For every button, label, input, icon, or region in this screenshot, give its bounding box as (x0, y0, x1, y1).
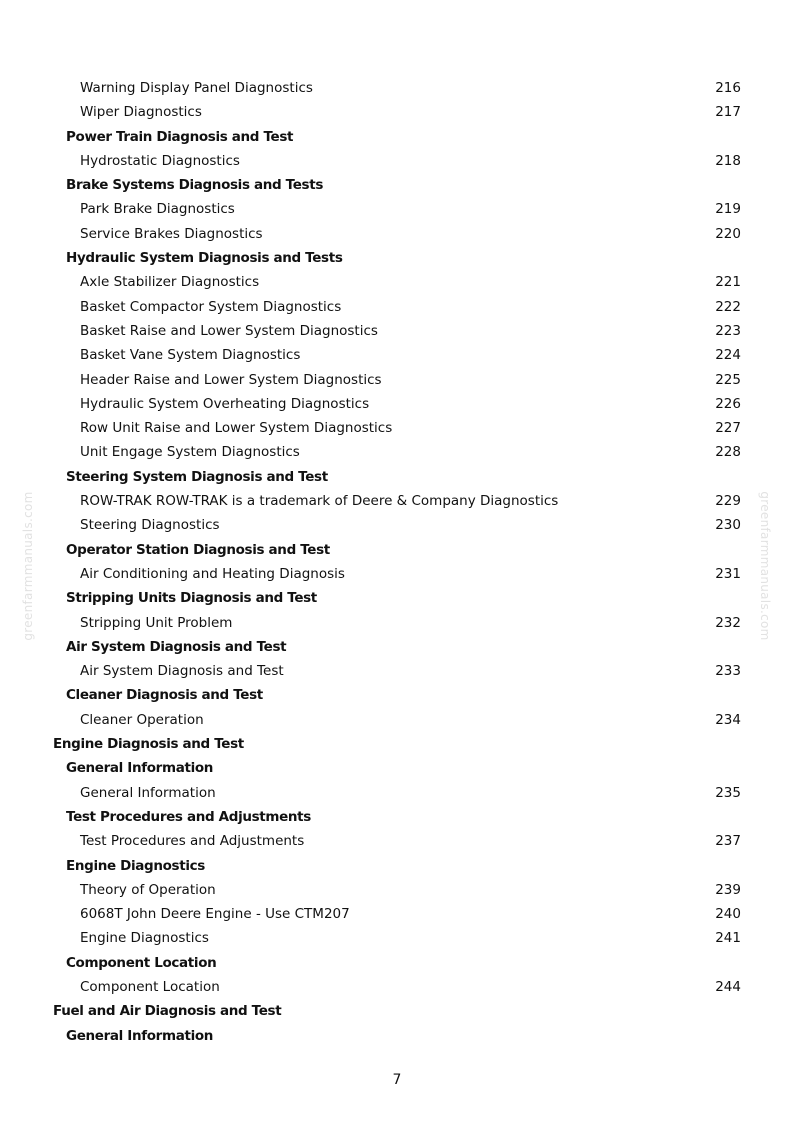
toc-entry-title: Cleaner Diagnosis and Test (66, 687, 263, 704)
toc-entry-title: Basket Vane System Diagnostics (80, 347, 301, 364)
toc-entry[interactable] (0, 513, 794, 537)
toc-entry-title: Air System Diagnosis and Test (66, 638, 287, 655)
toc-entry[interactable] (0, 805, 794, 829)
toc-entry[interactable] (0, 173, 794, 197)
toc-entry-title: Axle Stabilizer Diagnostics (80, 274, 260, 291)
toc-entry-title: Theory of Operation (80, 881, 216, 898)
toc-entry[interactable] (0, 902, 794, 926)
toc-entry[interactable] (0, 270, 794, 294)
toc-entry-title: Power Train Diagnosis and Test (66, 128, 294, 145)
toc-entry-title: Hydrostatic Diagnostics (80, 152, 240, 169)
toc-entry[interactable] (0, 756, 794, 780)
toc-entry-page: 233 (715, 663, 741, 680)
toc-entry-page: 229 (715, 493, 741, 510)
toc-entry-title: Air System Diagnosis and Test (80, 663, 284, 680)
toc-entry[interactable] (0, 392, 794, 416)
toc-entry[interactable] (0, 319, 794, 343)
toc-entry-page: 221 (715, 274, 741, 291)
toc-entry-title: Hydraulic System Overheating Diagnostics (80, 395, 370, 412)
toc-entry[interactable] (0, 76, 794, 100)
toc-entry[interactable] (0, 489, 794, 513)
toc-entry-title: Row Unit Raise and Lower System Diagnostics (80, 420, 393, 437)
toc-entry-title: Engine Diagnostics (66, 857, 205, 874)
toc-entry-page: 237 (715, 833, 741, 850)
toc-entry[interactable] (0, 343, 794, 367)
toc-entry-page: 240 (715, 906, 741, 923)
toc-entry[interactable] (0, 295, 794, 319)
toc-entry[interactable] (0, 975, 794, 999)
toc-entry-page: 219 (715, 201, 741, 218)
toc-entry-page: 223 (715, 322, 741, 339)
toc-entry[interactable] (0, 1024, 794, 1048)
toc-entry-title: Park Brake Diagnostics (80, 201, 235, 218)
toc-entry[interactable] (0, 708, 794, 732)
toc-entry-title: 6068T John Deere Engine - Use CTM207 (80, 906, 350, 923)
toc-entry-title: Steering System Diagnosis and Test (66, 468, 328, 485)
toc-entry-title: Brake Systems Diagnosis and Tests (66, 177, 324, 194)
toc-entry-title: Test Procedures and Adjustments (80, 833, 305, 850)
toc-entry-page: 227 (715, 420, 741, 437)
toc-entry-title: Basket Compactor System Diagnostics (80, 298, 342, 315)
toc-entry-page: 228 (715, 444, 741, 461)
toc-entry[interactable] (0, 926, 794, 950)
toc-entry[interactable] (0, 100, 794, 124)
watermark-left: greenfarmmanuals.com (21, 491, 35, 641)
toc-entry[interactable] (0, 999, 794, 1023)
toc-entry-title: Unit Engage System Diagnostics (80, 444, 300, 461)
toc-entry[interactable] (0, 440, 794, 464)
toc-entry-page: 244 (715, 978, 741, 995)
toc-entry[interactable] (0, 368, 794, 392)
watermark-right: greenfarmmanuals.com (758, 491, 772, 641)
toc-entry[interactable] (0, 465, 794, 489)
toc-entry[interactable] (0, 854, 794, 878)
toc-entry-title: General Information (66, 760, 214, 777)
toc-entry[interactable] (0, 951, 794, 975)
toc-entry-title: Air Conditioning and Heating Diagnosis (80, 565, 345, 582)
toc-entry[interactable] (0, 586, 794, 610)
toc-entry-title: ROW-TRAK ROW-TRAK is a trademark of Deere & Company Diagnostics (80, 493, 559, 510)
toc-entry-page: 235 (715, 784, 741, 801)
toc-entry-title: General Information (66, 1027, 214, 1044)
toc-entry[interactable] (0, 611, 794, 635)
toc-entry-page: 226 (715, 395, 741, 412)
toc-entry-title: Component Location (66, 954, 217, 971)
toc-entry[interactable] (0, 416, 794, 440)
toc-entry[interactable] (0, 683, 794, 707)
toc-entry-page: 239 (715, 881, 741, 898)
toc-entry[interactable] (0, 659, 794, 683)
toc-entry-title: Service Brakes Diagnostics (80, 225, 263, 242)
toc-entry-title: Basket Raise and Lower System Diagnostics (80, 322, 378, 339)
toc-entry[interactable] (0, 246, 794, 270)
page-number: 7 (392, 1072, 402, 1088)
toc-entry-title: Engine Diagnosis and Test (53, 736, 244, 753)
toc-entry-page: 222 (715, 298, 741, 315)
toc-entry[interactable] (0, 635, 794, 659)
toc-entry[interactable] (0, 878, 794, 902)
toc-entry[interactable] (0, 562, 794, 586)
toc-entry-page: 220 (715, 225, 741, 242)
toc-entry-title: Stripping Units Diagnosis and Test (66, 590, 317, 607)
toc-entry-title: Engine Diagnostics (80, 930, 209, 947)
toc-entry-title: Stripping Unit Problem (80, 614, 233, 631)
toc-entry-page: 225 (715, 371, 741, 388)
toc-entry-page: 241 (715, 930, 741, 947)
toc-entry[interactable] (0, 781, 794, 805)
toc-entry-title: Component Location (80, 978, 220, 995)
toc-entry[interactable] (0, 197, 794, 221)
toc-entry-page: 217 (715, 104, 741, 121)
toc-entry-title: Cleaner Operation (80, 711, 204, 728)
toc-entry-page: 230 (715, 517, 741, 534)
toc-entry-title: General Information (80, 784, 216, 801)
toc-entry-page: 224 (715, 347, 741, 364)
toc-entry[interactable] (0, 125, 794, 149)
toc-entry-page: 216 (715, 80, 741, 96)
table-of-contents (0, 76, 794, 1048)
toc-entry-title: Test Procedures and Adjustments (66, 808, 311, 825)
toc-entry-title: Header Raise and Lower System Diagnostics (80, 371, 382, 388)
toc-entry-title: Warning Display Panel Diagnostics (80, 80, 313, 96)
toc-entry-page: 234 (715, 711, 741, 728)
toc-entry-title: Steering Diagnostics (80, 517, 220, 534)
toc-entry[interactable] (0, 538, 794, 562)
toc-entry[interactable] (0, 829, 794, 853)
toc-entry-page: 231 (715, 565, 741, 582)
toc-entry-page: 218 (715, 152, 741, 169)
toc-entry-title: Hydraulic System Diagnosis and Tests (66, 250, 343, 267)
toc-entry-title: Fuel and Air Diagnosis and Test (53, 1003, 282, 1020)
toc-entry-page: 232 (715, 614, 741, 631)
toc-entry[interactable] (0, 222, 794, 246)
toc-entry[interactable] (0, 149, 794, 173)
toc-entry[interactable] (0, 732, 794, 756)
toc-entry-title: Operator Station Diagnosis and Test (66, 541, 330, 558)
toc-entry-title: Wiper Diagnostics (80, 104, 202, 121)
